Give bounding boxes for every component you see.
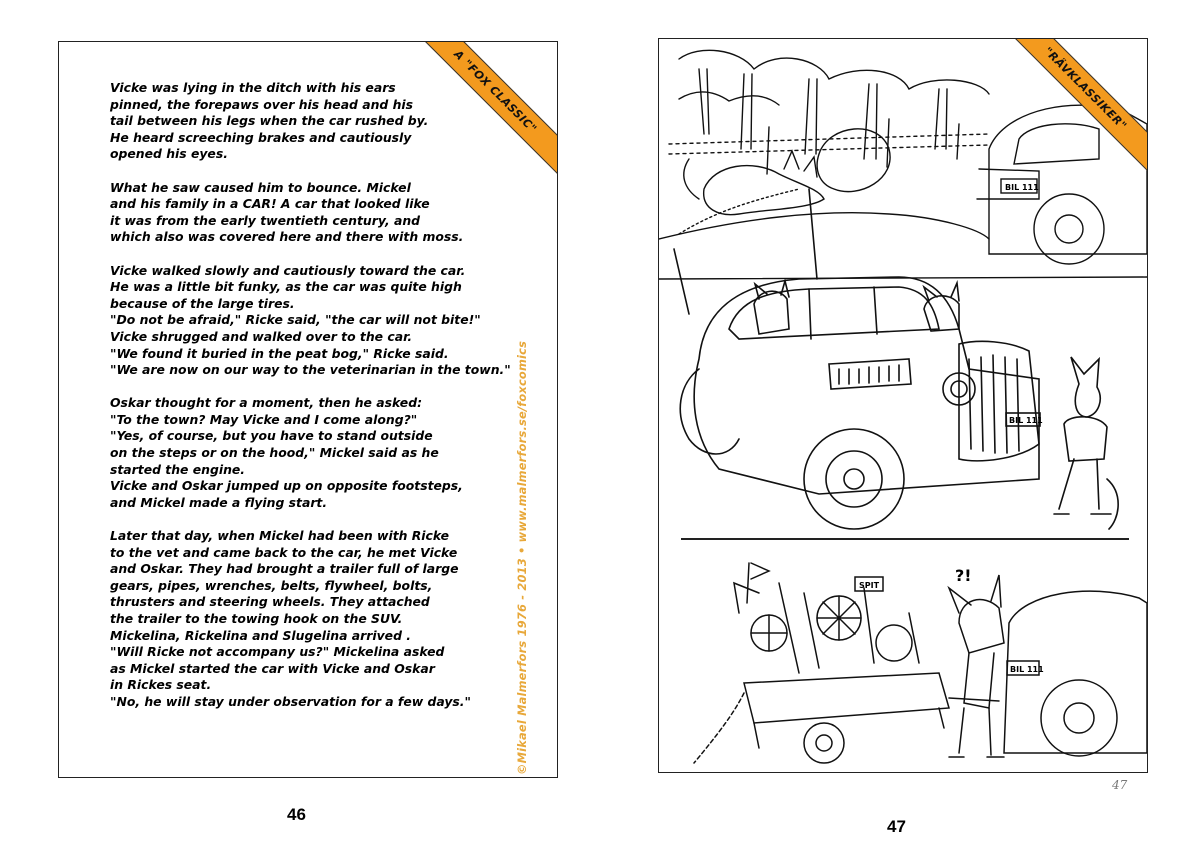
story-line: on the steps or on the hood," Mickel said as he (110, 445, 439, 461)
story-line: Vicke was lying in the ditch with his ears (110, 80, 396, 95)
page-number-right: 47 (887, 817, 906, 836)
trailer-bed (744, 673, 949, 723)
story-line: Vicke walked slowly and cautiously toward the car. (110, 262, 466, 278)
story-line: Later that day, when Mickel had been with Ricke (110, 528, 450, 544)
story-paragraph (110, 80, 530, 163)
story-line: and Mickel made a flying start. (110, 494, 328, 510)
story-line: What he saw caused him to bounce. Mickel (110, 179, 411, 195)
main-car-body (694, 277, 1039, 494)
trailer-wheel (804, 723, 844, 763)
gear (876, 625, 912, 661)
car-rear-wheel-bottom (1041, 680, 1117, 756)
story-line: and Oskar. They had brought a trailer full of large (110, 561, 459, 577)
comic-panel-top (659, 39, 1147, 537)
story-line: because of the large tires. (110, 295, 295, 311)
exclamation-mark: ?! (955, 566, 972, 585)
story-line: "We are now on our way to the veterinarian in the town." (110, 362, 511, 378)
story-line: opened his eyes. (110, 146, 228, 162)
story-line: "Do not be afraid," Ricke said, "the car will not bite!" (110, 312, 481, 328)
tow-chain (694, 693, 744, 763)
front-plate: BIL 111 (1009, 416, 1043, 425)
story-line: gears, pipes, wrenches, belts, flywheel, bolts, (110, 577, 433, 593)
story-line: He was a little bit funky, as the car was quite high (110, 279, 462, 295)
story-line: it was from the early twentieth century, and (110, 212, 421, 228)
copyright-credit: ©Mikael Malmerfors 1976 - 2013 • www.malmerfors.se/foxcomics (515, 340, 529, 775)
fox-classic-banner: A "FOX CLASSIC" (400, 41, 558, 187)
bottom-plate: BIL 111 (1010, 665, 1044, 674)
story-line: started the engine. (110, 461, 246, 477)
main-car-front-wheel (804, 429, 904, 529)
main-car-rear-wheel (680, 369, 739, 454)
surprised-fox (959, 600, 1004, 653)
story-text (110, 80, 530, 727)
pencil-page-number: 47 (1112, 778, 1128, 792)
story-line: "Will Ricke not accompany us?" Mickelina asked (110, 644, 445, 660)
story-line: to the vet and came back to the car, he met Vicke (110, 544, 458, 560)
story-paragraph (110, 528, 530, 711)
story-line: Vicke shrugged and walked over to the car. (110, 328, 413, 344)
ravklassiker-banner: "RÄVKLASSIKER" (990, 38, 1148, 184)
tree-canopy-line (679, 50, 989, 94)
story-line: in Rickes seat. (110, 677, 212, 693)
story-line: as Mickel started the car with Vicke and Oskar (110, 660, 435, 676)
fox-in-ditch (704, 166, 824, 215)
story-line: "No, he will stay under observation for a few days." (110, 693, 471, 709)
story-line: the trailer to the towing hook on the SUV. (110, 611, 403, 626)
story-line: Oskar thought for a moment, then he asked: (110, 395, 423, 411)
story-line: thrusters and steering wheels. They attached (110, 594, 430, 610)
story-line: and his family in a CAR! A car that looked like (110, 196, 430, 212)
standing-fox-head (1071, 357, 1100, 417)
story-line: tail between his legs when the car rushed by. (110, 113, 429, 129)
story-line: He heard screeching brakes and cautiously (110, 129, 412, 145)
story-line: "To the town? May Vicke and I come along?" (110, 411, 418, 427)
rear-plate: BIL 111 (1005, 183, 1039, 192)
story-line: Mickelina, Rickelina and Slugelina arrived . (110, 627, 411, 643)
comic-panel-bottom (659, 543, 1147, 772)
story-line: pinned, the forepaws over his head and his (110, 96, 414, 112)
story-paragraph (110, 395, 530, 511)
story-paragraph (110, 263, 530, 379)
left-page-frame (58, 41, 558, 778)
story-paragraph (110, 180, 530, 246)
story-line: Vicke and Oskar jumped up on opposite footsteps, (110, 478, 463, 494)
right-page-frame (658, 38, 1148, 773)
story-line: which also was covered here and there with moss. (110, 229, 464, 245)
page-number-left: 46 (287, 805, 306, 824)
story-line: "Yes, of course, but you have to stand outside (110, 428, 433, 444)
panel-divider (681, 538, 1129, 540)
story-line: "We found it buried in the peat bog," Ricke said. (110, 345, 449, 361)
spit-sign: SPIT (859, 581, 880, 590)
